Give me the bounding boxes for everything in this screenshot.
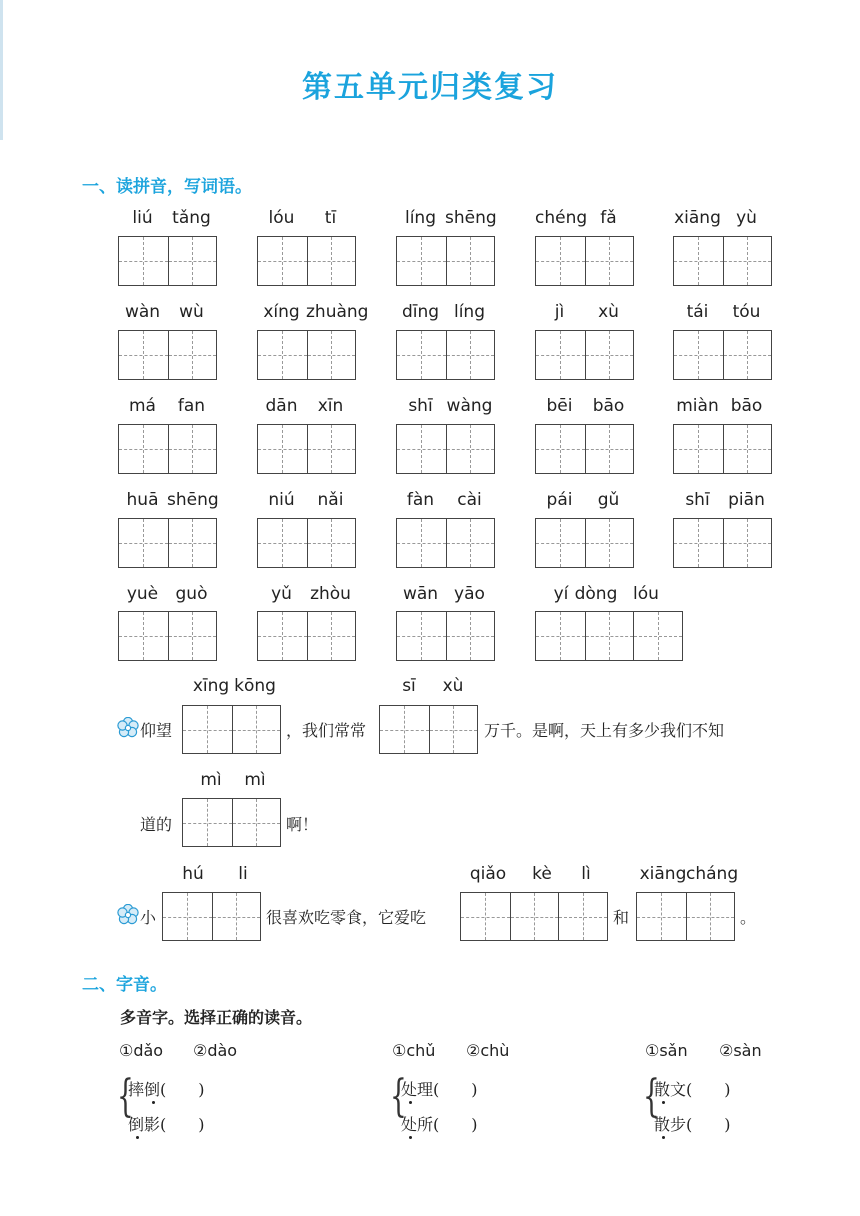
grid-cell[interactable]: [536, 331, 585, 379]
grid-cell[interactable]: [637, 893, 686, 940]
answer-grid[interactable]: [460, 892, 608, 941]
brace: {: [390, 1071, 407, 1122]
sentence-text: 。: [740, 908, 757, 927]
pinyin-syllable: nǎi: [317, 490, 344, 510]
answer-grid[interactable]: [182, 705, 281, 754]
pinyin-syllable: xiāng: [674, 208, 721, 228]
answer-grid[interactable]: [396, 518, 495, 568]
reading-option: ②chù: [466, 1041, 510, 1060]
answer-grid[interactable]: [118, 330, 217, 380]
reading-option: ①dǎo: [119, 1041, 164, 1060]
answer-grid[interactable]: [673, 518, 772, 568]
grid-cell[interactable]: [723, 331, 772, 379]
pinyin-syllable: sī: [402, 676, 416, 696]
answer-grid[interactable]: [257, 518, 356, 568]
grid-cell[interactable]: [232, 799, 281, 846]
pinyin-syllable: yuè: [126, 584, 159, 604]
pinyin-syllable: tǎng: [172, 208, 211, 228]
pinyin-syllable: chéng: [535, 208, 588, 228]
answer-grid[interactable]: [636, 892, 735, 941]
sentence-text: 仰望: [140, 721, 173, 740]
sentence-text: 啊！: [286, 815, 319, 834]
grid-cell[interactable]: [723, 519, 772, 567]
grid-cell[interactable]: [397, 612, 446, 660]
answer-item[interactable]: 摔倒( ): [128, 1080, 205, 1099]
answer-grid[interactable]: [118, 518, 217, 568]
pinyin-syllable: xíng: [263, 302, 300, 322]
answer-grid[interactable]: [535, 424, 634, 474]
grid-cell[interactable]: [446, 237, 495, 285]
pinyin-syllable: guò: [175, 584, 208, 604]
answer-grid[interactable]: [257, 611, 356, 661]
pinyin-syllable: shī: [685, 490, 710, 510]
grid-cell[interactable]: [163, 893, 212, 940]
answer-grid[interactable]: [673, 236, 772, 286]
grid-cell[interactable]: [397, 331, 446, 379]
flower-icon: [117, 717, 139, 739]
pinyin-syllable: fan: [177, 396, 206, 416]
sentence-text: 万千。是啊，天上有多少我们不知: [484, 721, 725, 740]
grid-cell[interactable]: [183, 799, 232, 846]
section-heading-1: 一、读拼音，写词语。: [82, 177, 252, 197]
grid-cell[interactable]: [380, 706, 429, 753]
pinyin-syllable: tái: [686, 302, 709, 322]
pinyin-syllable: líng: [453, 302, 485, 322]
pinyin-syllable: zhuàng: [306, 302, 369, 322]
answer-item[interactable]: 倒影( ): [128, 1115, 205, 1134]
pinyin-syllable: dān: [265, 396, 298, 416]
pinyin-syllable: niú: [268, 490, 295, 510]
reading-option: ②sàn: [719, 1041, 762, 1060]
pinyin-syllable: má: [129, 396, 156, 416]
pinyin-syllable: fàn: [406, 490, 435, 510]
grid-cell[interactable]: [397, 237, 446, 285]
emphasis-dot: [409, 1136, 412, 1139]
answer-grid[interactable]: [535, 330, 634, 380]
grid-cell[interactable]: [585, 237, 634, 285]
answer-item[interactable]: 处所( ): [401, 1115, 478, 1134]
sentence-text: ，我们常常: [286, 721, 367, 740]
grid-cell[interactable]: [307, 425, 356, 473]
grid-cell[interactable]: [168, 519, 217, 567]
pinyin-syllable: xiāng: [639, 864, 687, 884]
pinyin-syllable: bāo: [592, 396, 625, 416]
sentence-text: 小: [140, 908, 157, 927]
pinyin-syllable: xīn: [317, 396, 344, 416]
page-title: 第五单元归类复习: [302, 70, 558, 105]
answer-grid[interactable]: [257, 424, 356, 474]
pinyin-syllable: zhòu: [310, 584, 351, 604]
pinyin-syllable: kè: [532, 864, 552, 884]
pinyin-syllable: qiǎo: [469, 864, 507, 884]
grid-cell[interactable]: [461, 893, 510, 940]
reading-option: ①sǎn: [645, 1041, 688, 1060]
brace: {: [643, 1071, 660, 1122]
grid-cell[interactable]: [119, 425, 168, 473]
grid-cell[interactable]: [232, 706, 281, 753]
pinyin-syllable: shēng: [167, 490, 219, 510]
grid-cell[interactable]: [168, 425, 217, 473]
grid-cell[interactable]: [674, 237, 723, 285]
answer-item[interactable]: 处理( ): [401, 1080, 478, 1099]
grid-cell[interactable]: [510, 893, 559, 940]
answer-item[interactable]: 散文( ): [654, 1080, 731, 1099]
pinyin-syllable: hú: [182, 864, 204, 884]
emphasis-dot: [136, 1136, 139, 1139]
brace: {: [117, 1071, 134, 1122]
grid-cell[interactable]: [633, 612, 682, 660]
pinyin-syllable: yāo: [454, 584, 485, 604]
answer-grid[interactable]: [535, 611, 683, 661]
pinyin-syllable: tóu: [732, 302, 761, 322]
grid-cell[interactable]: [446, 331, 495, 379]
grid-cell[interactable]: [429, 706, 478, 753]
pinyin-syllable: yí: [553, 584, 569, 604]
grid-cell[interactable]: [674, 331, 723, 379]
flower-icon: [117, 904, 139, 926]
reading-option: ①chǔ: [392, 1041, 436, 1060]
grid-cell[interactable]: [446, 612, 495, 660]
grid-cell[interactable]: [258, 331, 307, 379]
pinyin-syllable: dòng: [574, 584, 618, 604]
answer-grid[interactable]: [535, 518, 634, 568]
pinyin-syllable: yǔ: [271, 584, 292, 604]
answer-grid[interactable]: [162, 892, 261, 941]
pinyin-syllable: mì: [244, 770, 266, 790]
pinyin-syllable: wù: [179, 302, 204, 322]
grid-cell[interactable]: [307, 237, 356, 285]
grid-cell[interactable]: [585, 612, 634, 660]
pinyin-syllable: lóu: [268, 208, 295, 228]
emphasis-dot: [662, 1136, 665, 1139]
grid-cell[interactable]: [307, 612, 356, 660]
answer-grid[interactable]: [257, 330, 356, 380]
grid-cell[interactable]: [212, 893, 261, 940]
grid-cell[interactable]: [723, 237, 772, 285]
pinyin-syllable: jì: [554, 302, 565, 322]
pinyin-syllable: lì: [581, 864, 591, 884]
grid-cell[interactable]: [536, 612, 585, 660]
pinyin-syllable: huā: [126, 490, 159, 510]
grid-cell[interactable]: [536, 237, 585, 285]
pinyin-syllable: li: [238, 864, 248, 884]
grid-cell[interactable]: [119, 237, 168, 285]
answer-grid[interactable]: [396, 330, 495, 380]
answer-grid[interactable]: [257, 236, 356, 286]
pinyin-syllable: xù: [598, 302, 619, 322]
pinyin-syllable: tī: [324, 208, 337, 228]
pinyin-syllable: cài: [457, 490, 482, 510]
pinyin-syllable: mì: [200, 770, 222, 790]
answer-grid[interactable]: [673, 330, 772, 380]
pinyin-syllable: wān: [402, 584, 439, 604]
grid-cell[interactable]: [397, 519, 446, 567]
pinyin-syllable: dīng: [401, 302, 440, 322]
grid-cell[interactable]: [536, 425, 585, 473]
grid-cell[interactable]: [119, 612, 168, 660]
grid-cell[interactable]: [258, 425, 307, 473]
answer-grid[interactable]: [118, 236, 217, 286]
grid-cell[interactable]: [168, 331, 217, 379]
pinyin-syllable: wàng: [446, 396, 493, 416]
grid-cell[interactable]: [585, 331, 634, 379]
pinyin-syllable: wàn: [124, 302, 161, 322]
sentence-text: 很喜欢吃零食，它爱吃: [266, 908, 427, 927]
grid-cell[interactable]: [446, 425, 495, 473]
grid-cell[interactable]: [307, 331, 356, 379]
sentence-text: 道的: [140, 815, 173, 834]
answer-grid[interactable]: [535, 236, 634, 286]
pinyin-syllable: xù: [442, 676, 464, 696]
pinyin-syllable: yù: [736, 208, 757, 228]
section-heading-2: 二、字音。: [82, 975, 167, 995]
pinyin-syllable: fǎ: [600, 208, 617, 228]
answer-grid[interactable]: [118, 424, 217, 474]
grid-cell[interactable]: [119, 331, 168, 379]
pinyin-syllable: bēi: [546, 396, 573, 416]
grid-cell[interactable]: [258, 612, 307, 660]
emphasis-dot: [409, 1101, 412, 1104]
grid-cell[interactable]: [723, 425, 772, 473]
grid-cell[interactable]: [258, 519, 307, 567]
grid-cell[interactable]: [397, 425, 446, 473]
grid-cell[interactable]: [307, 519, 356, 567]
pinyin-syllable: piān: [728, 490, 765, 510]
pinyin-syllable: bāo: [730, 396, 763, 416]
pinyin-syllable: kōng: [234, 676, 276, 696]
answer-grid[interactable]: [673, 424, 772, 474]
answer-grid[interactable]: [396, 236, 495, 286]
answer-grid[interactable]: [396, 424, 495, 474]
pinyin-syllable: shī: [408, 396, 433, 416]
pinyin-syllable: liú: [132, 208, 153, 228]
grid-cell[interactable]: [585, 519, 634, 567]
answer-item[interactable]: 散步( ): [654, 1115, 731, 1134]
grid-cell[interactable]: [446, 519, 495, 567]
grid-cell[interactable]: [168, 237, 217, 285]
answer-grid[interactable]: [118, 611, 217, 661]
grid-cell[interactable]: [183, 706, 232, 753]
pinyin-syllable: pái: [546, 490, 573, 510]
grid-cell[interactable]: [119, 519, 168, 567]
sentence-text: 和: [613, 908, 630, 927]
emphasis-dot: [152, 1101, 155, 1104]
emphasis-dot: [662, 1101, 665, 1104]
grid-cell[interactable]: [674, 425, 723, 473]
pinyin-syllable: cháng: [686, 864, 739, 884]
grid-cell[interactable]: [558, 893, 607, 940]
pinyin-syllable: líng: [404, 208, 436, 228]
pinyin-syllable: gǔ: [597, 490, 620, 510]
answer-grid[interactable]: [182, 798, 281, 847]
answer-grid[interactable]: [396, 611, 495, 661]
grid-cell[interactable]: [686, 893, 735, 940]
pinyin-syllable: lóu: [633, 584, 659, 604]
grid-cell[interactable]: [674, 519, 723, 567]
polyphonic-instruction: 多音字。选择正确的读音。: [120, 1008, 313, 1027]
pinyin-syllable: xīng: [192, 676, 230, 696]
grid-cell[interactable]: [258, 237, 307, 285]
grid-cell[interactable]: [536, 519, 585, 567]
grid-cell[interactable]: [585, 425, 634, 473]
reading-option: ②dào: [193, 1041, 238, 1060]
pinyin-syllable: shēng: [445, 208, 497, 228]
pinyin-syllable: miàn: [676, 396, 719, 416]
answer-grid[interactable]: [379, 705, 478, 754]
grid-cell[interactable]: [168, 612, 217, 660]
